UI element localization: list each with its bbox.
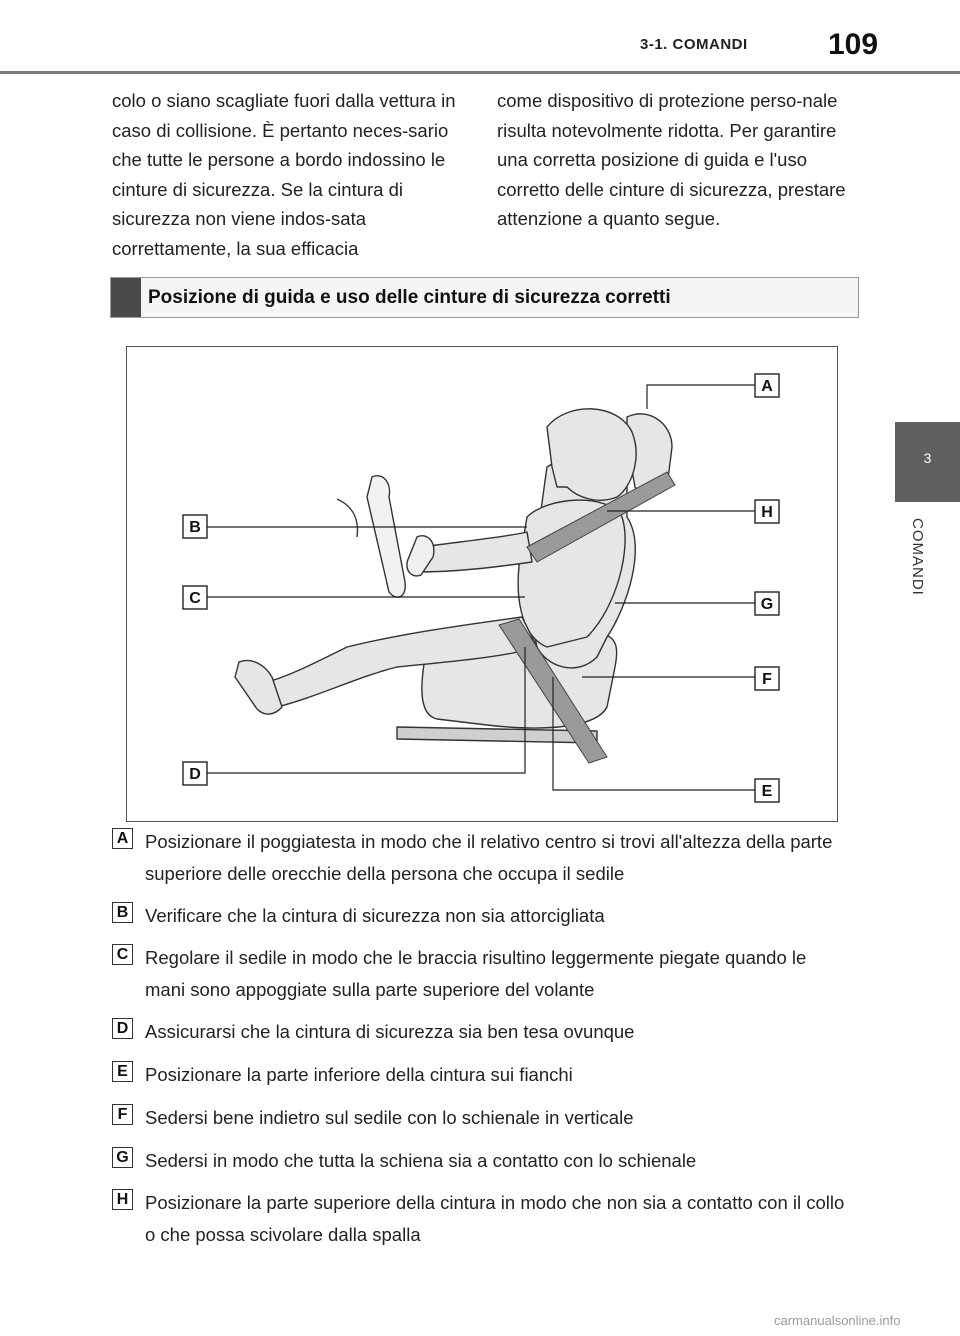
chapter-tab <box>895 422 960 502</box>
intro-left-column: colo o siano scagliate fuori dalla vettura in caso di collisione. È pertanto neces-sario che tutte le persone a bordo indossino le cinture di sicurezza. Se la cintura di sicurezza non viene indos-sata correttamente, la sua efficacia <box>112 90 456 259</box>
callout-e <box>755 779 779 802</box>
watermark: carmanualsonline.info <box>774 1313 901 1328</box>
legend-text-g: Sedersi in modo che tutta la schiena sia a contatto con lo schienale <box>145 1150 697 1171</box>
dashboard-edge <box>337 499 357 537</box>
section-title: 3-1. COMANDI <box>640 36 748 53</box>
heading-text: Posizione di guida e uso delle cinture di sicurezza corretti <box>148 287 671 308</box>
svg-text:A: A <box>761 378 773 395</box>
callout-a <box>755 374 779 397</box>
legend-badge-b: B <box>112 902 133 923</box>
page-number: 109 <box>828 28 879 61</box>
legend-text-a: Posizionare il poggiatesta in modo che il relativo centro si trovi all'altezza della parte superiore delle orecchie della persona che occupa il sedile <box>145 831 833 884</box>
svg-text:H: H <box>761 504 773 521</box>
leader-a <box>647 385 755 409</box>
legend-text-d: Assicurarsi che la cintura di sicurezza sia ben tesa ovunque <box>145 1021 635 1042</box>
svg-text:B: B <box>189 519 201 536</box>
subsection-heading <box>110 277 859 318</box>
svg-text:F: F <box>762 671 772 688</box>
callout-c <box>183 586 207 609</box>
chapter-number: 3 <box>923 450 932 466</box>
legend-text-c: Regolare il sedile in modo che le braccia risultino leggermente piegate quando le mani sono appoggiate sulla parte superiore del volante <box>145 947 807 1000</box>
legend-badge-a: A <box>112 828 133 849</box>
legend-badge-c: C <box>112 944 133 965</box>
legend-badge-e: E <box>112 1061 133 1082</box>
chapter-label: COMANDI <box>909 518 926 596</box>
header-rule <box>0 71 960 74</box>
seating-illustration-drawing <box>127 347 837 821</box>
occupant-foot <box>235 660 282 714</box>
legend-text-b: Verificare che la cintura di sicurezza non sia attorcigliata <box>145 905 605 926</box>
occupant-head <box>547 409 636 500</box>
heading-marker <box>111 278 141 317</box>
svg-text:C: C <box>189 590 201 607</box>
callout-g <box>755 592 779 615</box>
seating-illustration <box>126 346 838 822</box>
svg-text:E: E <box>761 783 773 800</box>
callout-b <box>183 515 207 538</box>
svg-text:G: G <box>760 596 774 613</box>
legend-text-f: Sedersi bene indietro sul sedile con lo schienale in verticale <box>145 1107 634 1128</box>
legend-text-e: Posizionare la parte inferiore della cintura sui fianchi <box>145 1064 573 1085</box>
steering-wheel <box>367 476 405 598</box>
svg-text:D: D <box>189 766 201 783</box>
callout-d <box>183 762 207 785</box>
legend-text-h: Posizionare la parte superiore della cintura in modo che non sia a contatto con il collo o che possa scivolare dalla spalla <box>145 1192 845 1245</box>
legend-badge-d: D <box>112 1018 133 1039</box>
callout-h <box>755 500 779 523</box>
callout-f <box>755 667 779 690</box>
intro-right-column: come dispositivo di protezione perso-nale risulta notevolmente ridotta. Per garantire una corretta posizione di guida e l'uso corretto delle cinture di sicurezza, prestare attenzione a quanto segue. <box>497 90 846 229</box>
legend-badge-f: F <box>112 1104 133 1125</box>
legend-badge-g: G <box>112 1147 133 1168</box>
legend-badge-h: H <box>112 1189 133 1210</box>
